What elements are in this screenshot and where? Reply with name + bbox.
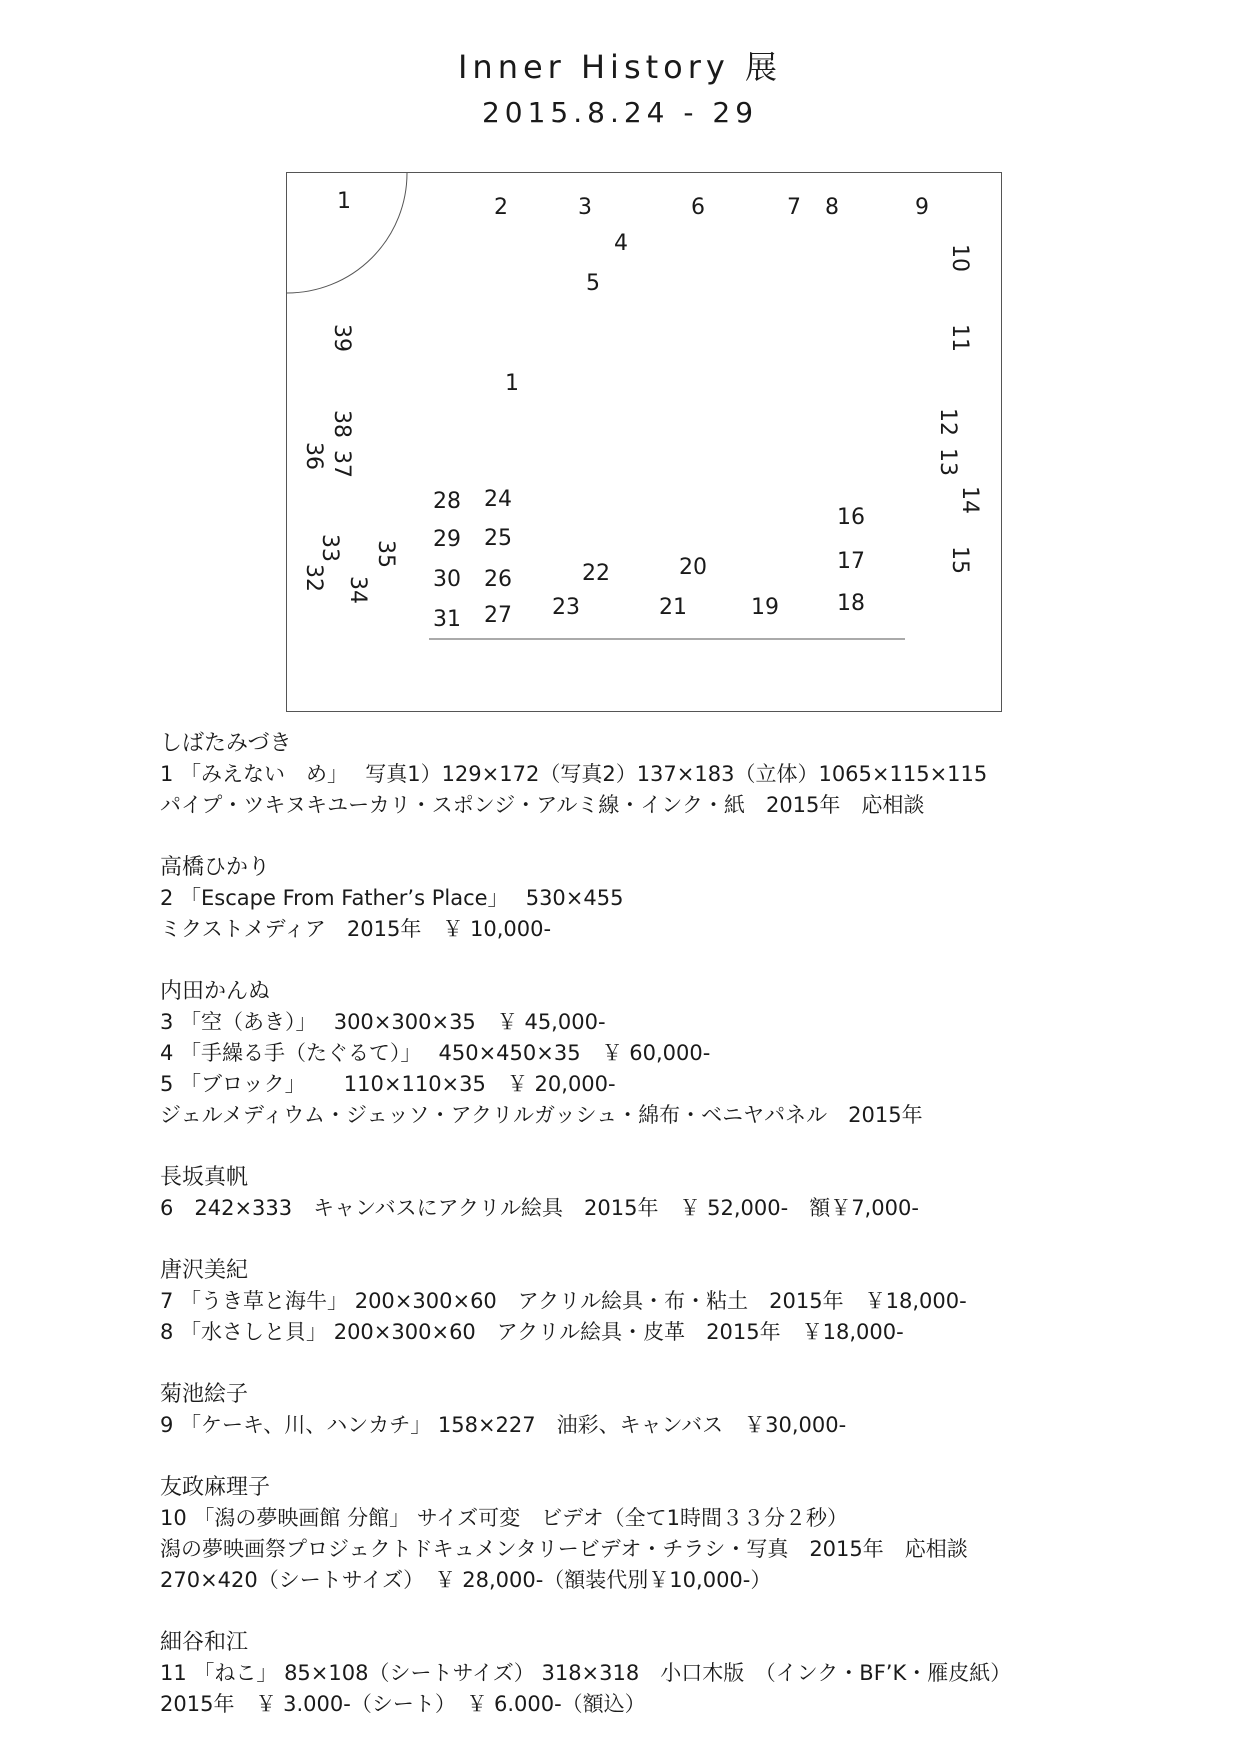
- plan-label-10: 10: [947, 244, 972, 272]
- plan-label-36: 36: [301, 442, 326, 470]
- artist-entry: [160, 976, 1200, 1131]
- plan-label-2: 2: [494, 195, 508, 220]
- work-line: 6 242×333 キャンバスにアクリル絵具 2015年 ￥ 52,000- 額￥7,000-: [160, 1196, 919, 1220]
- plan-label-5: 5: [586, 271, 600, 296]
- plan-label-32: 32: [301, 564, 326, 592]
- plan-label-16: 16: [837, 505, 865, 530]
- plan-label-34: 34: [345, 576, 370, 604]
- plan-label-19: 19: [751, 595, 779, 620]
- work-line: 4 「手繰る手（たぐるて）」 450×450×35 ￥ 60,000-: [160, 1041, 711, 1065]
- artist-entry: [160, 1255, 1200, 1348]
- plan-label-22: 22: [582, 561, 610, 586]
- plan-label-3: 3: [578, 195, 592, 220]
- work-line: 270×420（シートサイズ） ￥ 28,000-（額装代別￥10,000-）: [160, 1568, 772, 1592]
- plan-label-27: 27: [484, 603, 512, 628]
- work-line: ミクストメディア 2015年 ￥ 10,000-: [160, 917, 552, 941]
- exhibition-dates: 2015.8.24 - 29: [481, 96, 759, 129]
- artist-name: 高橋ひかり: [160, 855, 271, 880]
- artist-name: 唐沢美紀: [160, 1258, 249, 1283]
- plan-label-30: 30: [433, 567, 461, 592]
- artist-entry: [160, 728, 1200, 821]
- artist-name: しばたみづき: [160, 731, 292, 756]
- plan-label-15: 15: [947, 546, 972, 574]
- work-line: 5 「ブロック」 110×110×35 ￥ 20,000-: [160, 1072, 616, 1096]
- plan-label-13: 13: [935, 448, 960, 476]
- artist-name: 内田かんぬ: [160, 979, 271, 1004]
- plan-label-6: 6: [691, 195, 705, 220]
- plan-label-21: 21: [659, 595, 687, 620]
- plan-label-25: 25: [484, 526, 512, 551]
- plan-label-1-center: 1: [505, 371, 519, 396]
- plan-label-38: 38: [329, 410, 354, 438]
- artist-entry: [160, 852, 1200, 945]
- plan-label-20: 20: [679, 555, 707, 580]
- plan-label-9: 9: [915, 195, 929, 220]
- work-line: ジェルメディウム・ジェッソ・アクリルガッシュ・綿布・ベニヤパネル 2015年: [160, 1103, 923, 1127]
- plan-label-35: 35: [373, 540, 398, 568]
- work-line: 2015年 ￥ 3.000-（シート） ￥ 6.000-（額込）: [160, 1692, 646, 1716]
- plan-label-11: 11: [947, 324, 972, 352]
- plan-label-39: 39: [329, 324, 354, 352]
- plan-label-4: 4: [614, 231, 628, 256]
- plan-label-33: 33: [317, 534, 342, 562]
- artist-name: 長坂真帆: [160, 1165, 249, 1190]
- plan-label-24: 24: [484, 487, 512, 512]
- artist-entry: [160, 1472, 1200, 1596]
- work-line: 8 「水さしと貝」 200×300×60 アクリル絵具・皮革 2015年 ￥18,000-: [160, 1320, 904, 1344]
- work-line: 10 「潟の夢映画館 分館」 サイズ可変 ビデオ（全て1時間３３分２秒）: [160, 1506, 849, 1530]
- artist-name: 菊池絵子: [160, 1382, 249, 1407]
- work-line: パイプ・ツキヌキユーカリ・スポンジ・アルミ線・インク・紙 2015年 応相談: [160, 793, 925, 817]
- exhibition-title: Inner History 展: [457, 48, 783, 86]
- artist-entry: [160, 1627, 1200, 1720]
- artist-entry: [160, 1162, 1200, 1224]
- plan-label-7: 7: [787, 195, 801, 220]
- work-line: 7 「うき草と海牛」 200×300×60 アクリル絵具・布・粘土 2015年 ￥18,000-: [160, 1289, 967, 1313]
- plan-label-1-door: 1: [337, 189, 351, 214]
- artwork-catalog: [160, 728, 1200, 1751]
- plan-label-14: 14: [957, 486, 982, 514]
- plan-label-23: 23: [552, 595, 580, 620]
- plan-label-18: 18: [837, 591, 865, 616]
- plan-label-28: 28: [433, 489, 461, 514]
- artist-entry: [160, 1379, 1200, 1441]
- floor-plan-lines: [287, 173, 1001, 711]
- work-line: 潟の夢映画祭プロジェクトドキュメンタリービデオ・チラシ・写真 2015年 応相談: [160, 1537, 968, 1561]
- work-line: 11 「ねこ」 85×108（シートサイズ） 318×318 小口木版 （インク・BF’K・雁皮紙）: [160, 1661, 1012, 1685]
- artist-name: 細谷和江: [160, 1630, 249, 1655]
- plan-label-31: 31: [433, 607, 461, 632]
- floor-plan: [286, 172, 1002, 712]
- work-line: 2 「Escape From Father’s Place」 530×455: [160, 886, 624, 910]
- plan-label-17: 17: [837, 549, 865, 574]
- plan-label-12: 12: [935, 408, 960, 436]
- plan-label-26: 26: [484, 567, 512, 592]
- work-line: 9 「ケーキ、川、ハンカチ」 158×227 油彩、キャンバス ￥30,000-: [160, 1413, 847, 1437]
- plan-label-8: 8: [825, 195, 839, 220]
- work-line: 1 「みえない め」 写真1）129×172（写真2）137×183（立体）1065×115×115: [160, 762, 988, 786]
- work-line: 3 「空（あき）」 300×300×35 ￥ 45,000-: [160, 1010, 606, 1034]
- plan-label-37: 37: [329, 450, 354, 478]
- artist-name: 友政麻理子: [160, 1475, 271, 1500]
- plan-label-29: 29: [433, 527, 461, 552]
